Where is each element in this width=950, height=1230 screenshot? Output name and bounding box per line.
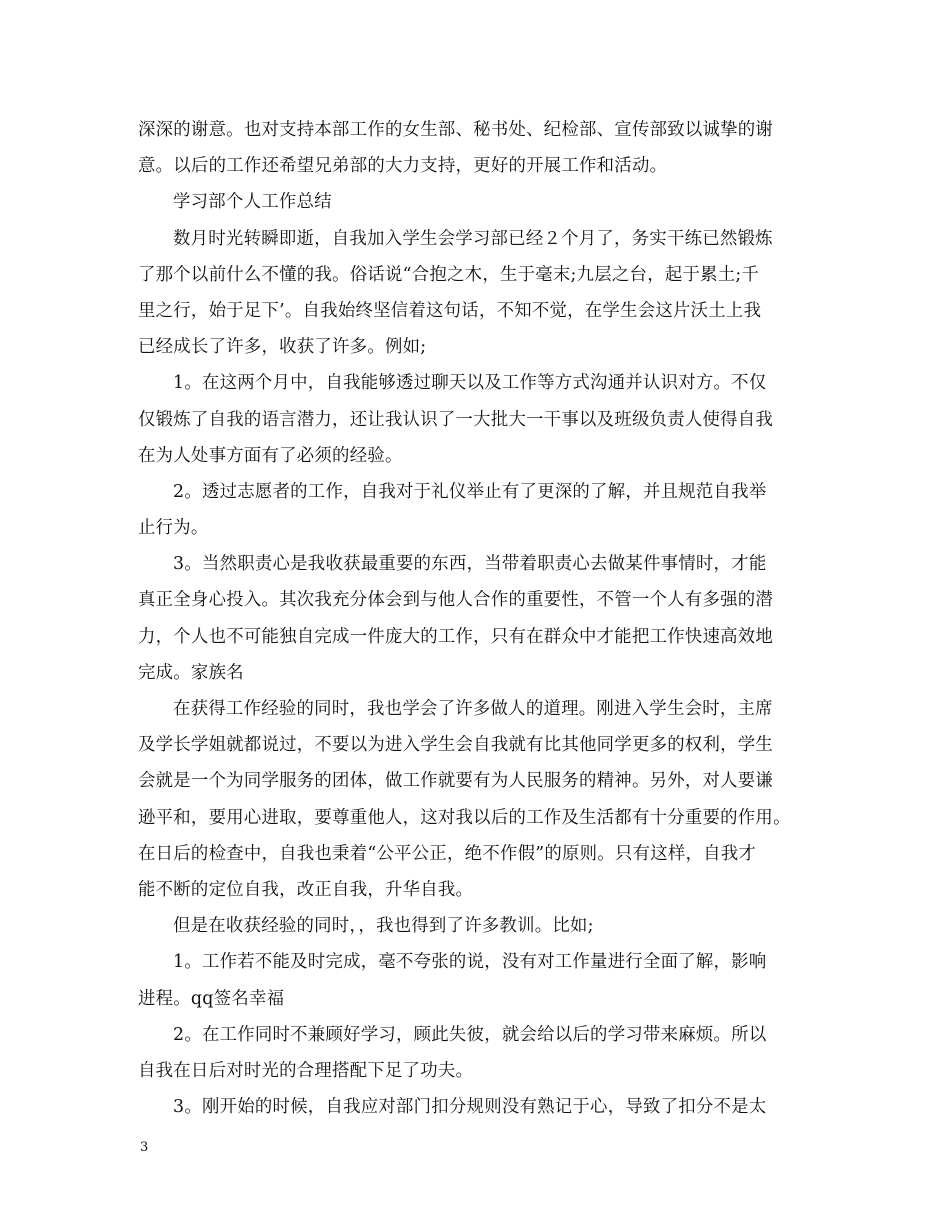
text-line: 力，个人也不可能独自完成一件庞大的工作，只有在群众中才能把工作快速高效地	[138, 626, 774, 647]
text-line: 3。刚开始的时候，自我应对部门扣分规则没有熟记于心，导致了扣分不是太	[173, 1097, 767, 1118]
text-line: 完成。家族名	[138, 662, 244, 683]
text-line: 深深的谢意。也对支持本部工作的女生部、秘书处、纪检部、宣传部致以诚挚的谢	[138, 120, 774, 140]
text-line: 能不断的定位自我，改正自我，升华自我。	[138, 879, 474, 900]
text-line: 自我在日后对时光的合理搭配下足了功夫。	[138, 1060, 474, 1081]
text-line: 了那个以前什么不懂的我。俗话说“合抱之木，生于毫末;九层之台，起于累土;千	[138, 264, 760, 285]
text-line: 在日后的检查中，自我也秉着“公平公正，绝不作假”的原则。只有这样，自我才	[138, 843, 757, 864]
text-line: 3。当然职责心是我收获最重要的东西，当带着职责心去做某件事情时，才能	[173, 554, 767, 575]
text-line: 2。透过志愿者的工作，自我对于礼仪举止有了更深的了解，并且规范自我举	[173, 481, 767, 502]
text-line: 会就是一个为同学服务的团体，做工作就要有为人民服务的精神。另外，对人要谦	[138, 771, 774, 792]
text-line: 在为人处事方面有了必须的经验。	[138, 445, 403, 466]
text-line: 及学长学姐就都说过，不要以为进入学生会自我就有比其他同学更多的权利，学生	[138, 735, 774, 756]
page-number: 3	[140, 1140, 149, 1155]
text-line: 2。在工作同时不兼顾好学习，顾此失彼，就会给以后的学习带来麻烦。所以	[173, 1024, 767, 1045]
text-line: 意。以后的工作还希望兄弟部的大力支持，更好的开展工作和活动。	[138, 156, 668, 177]
text-line: 仅锻炼了自我的语言潜力，还让我认识了一大批大一干事以及班级负责人使得自我	[138, 409, 774, 430]
document-body	[138, 112, 818, 1125]
text-line: 1。工作若不能及时完成，毫不夸张的说，没有对工作量进行全面了解，影响	[173, 952, 767, 973]
section-heading: 学习部个人工作总结	[173, 192, 332, 213]
text-line: 止行为。	[138, 518, 209, 539]
text-line: 数月时光转瞬即逝，自我加入学生会学习部已经２个月了，务实干练已然锻炼	[173, 228, 773, 249]
text-line: 在获得工作经验的同时，我也学会了许多做人的道理。刚进入学生会时，主席	[173, 699, 773, 719]
text-line: 逊平和，要用心进取，要尊重他人，这对我以后的工作及生活都有十分重要的作用。	[138, 807, 791, 828]
text-line: 进程。qq签名幸福	[138, 988, 285, 1009]
text-line: 已经成长了许多，收获了许多。例如;	[138, 337, 427, 358]
text-line: 真正全身心投入。其次我充分体会到与他人合作的重要性，不管一个人有多强的潜	[138, 590, 774, 611]
text-line: 1。在这两个月中，自我能够透过聊天以及工作等方式沟通并认识对方。不仅	[173, 373, 767, 394]
text-line: 里之行，始于足下’。自我始终坚信着这句话，不知不觉，在学生会这片沃土上我	[138, 300, 762, 321]
text-line: 但是在收获经验的同时，，我也得到了许多教训。比如;	[173, 916, 594, 937]
